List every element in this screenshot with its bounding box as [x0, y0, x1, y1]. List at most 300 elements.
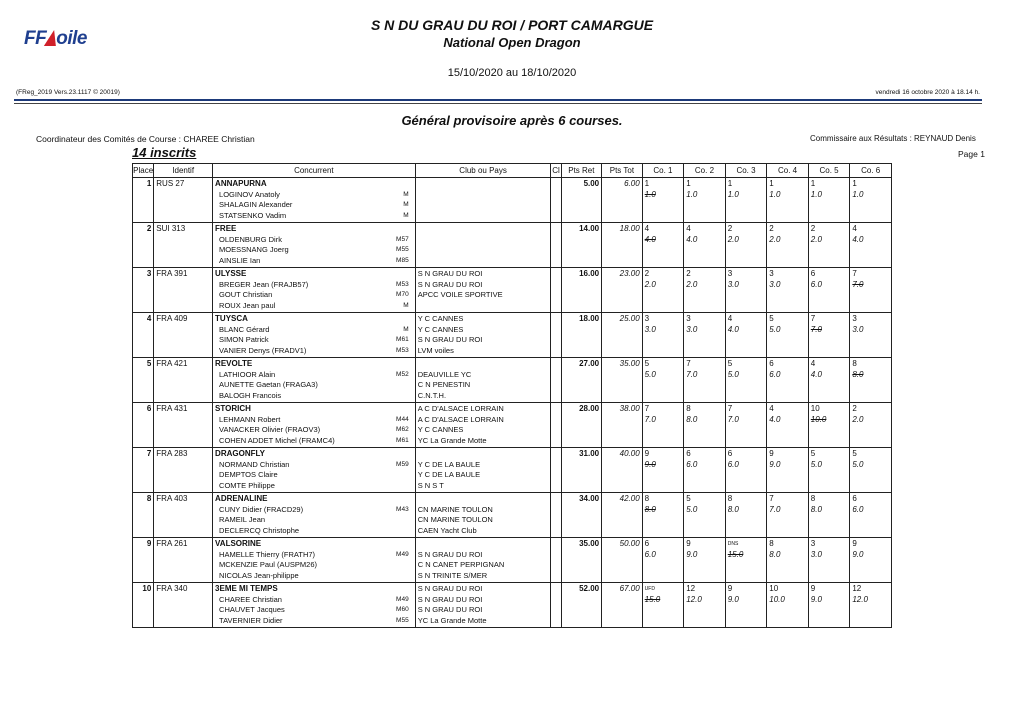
crew-name: DECLERCQ Christophe	[219, 525, 300, 535]
crew-name: NORMAND Christian	[219, 459, 290, 469]
club-name	[418, 494, 549, 505]
class-cell	[551, 178, 561, 223]
place-cell: 7	[133, 448, 154, 493]
sail-number: FRA 403	[154, 493, 213, 538]
race-cell	[642, 268, 684, 313]
race-rank: 6	[727, 449, 733, 458]
crew-name: SHALAGIN Alexander	[219, 200, 293, 209]
crew-member	[215, 190, 413, 201]
event-dates: 15/10/2020 au 18/10/2020	[447, 67, 577, 79]
column-header: Co. 4	[767, 164, 809, 178]
race-rank: 4	[644, 224, 650, 233]
place-cell: 8	[133, 493, 154, 538]
race-rank: 12	[852, 584, 862, 593]
race-rank: 1	[644, 179, 650, 188]
points-net: 27.00	[561, 358, 602, 403]
race-cell	[642, 538, 684, 583]
points-net: 35.00	[561, 538, 602, 583]
points-total: 23.00	[602, 268, 643, 313]
class-cell	[551, 538, 561, 583]
race-rank: 2	[852, 404, 857, 413]
crew-category: M62	[396, 426, 409, 433]
points-net: 16.00	[561, 268, 602, 313]
race-score: 3.0	[727, 279, 739, 289]
commissioner: Commissaire aux Résultats : REYNAUD Denis	[810, 134, 976, 143]
class-cell	[551, 448, 561, 493]
crew-category: M43	[396, 505, 409, 513]
sail-number: FRA 421	[154, 358, 213, 403]
race-score: 7.0	[644, 414, 656, 424]
race-rank: 10	[810, 404, 820, 413]
race-score: 2.0	[769, 234, 781, 244]
race-score: 12.0	[852, 594, 868, 604]
race-rank: 7	[686, 359, 691, 368]
crew-name: VANACKER Olivier (FRAOV3)	[219, 425, 321, 434]
club-name: Y C DE LA BAULE	[417, 459, 481, 469]
club-name: YC La Grande Motte	[417, 615, 487, 625]
points-net: 5.00	[561, 178, 602, 223]
race-rank: 9	[686, 539, 691, 548]
race-cell	[642, 358, 684, 403]
sail-number: SUI 313	[154, 223, 213, 268]
crew-category: M52	[396, 370, 409, 378]
table-row	[133, 178, 892, 223]
race-rank: 4	[769, 404, 774, 413]
club-cell	[415, 178, 551, 223]
crew-category: M55	[396, 616, 409, 624]
club-cell	[415, 358, 551, 403]
points-total: 35.00	[602, 358, 643, 403]
race-score: 4.0	[769, 414, 781, 424]
boat-name: TUYSCA	[215, 314, 248, 323]
race-rank: 4	[686, 224, 691, 233]
discarded-score: 7.0	[810, 324, 822, 334]
table-row	[133, 538, 892, 583]
race-cell	[808, 178, 850, 223]
race-cell	[808, 223, 850, 268]
race-score: 1.0	[686, 189, 698, 199]
crew-member	[215, 571, 413, 582]
class-cell	[551, 358, 561, 403]
race-score: 8.0	[727, 504, 739, 514]
race-cell	[684, 313, 726, 358]
race-rank: 6	[644, 539, 650, 548]
race-rank: 5	[852, 449, 857, 458]
race-score: 4.0	[852, 234, 864, 244]
points-total: 38.00	[602, 403, 643, 448]
race-rank: 8	[686, 404, 691, 413]
race-rank: 7	[810, 314, 816, 323]
race-rank: 1	[686, 179, 691, 188]
race-score: 3.0	[852, 324, 864, 334]
crew-category: M85	[396, 256, 409, 264]
crew-name: ROUX Jean paul	[219, 300, 276, 310]
points-net: 52.00	[561, 583, 602, 628]
crew-category: M49	[396, 550, 409, 558]
club-name: S N GRAU DU ROI	[417, 335, 483, 344]
club-name: Y C CANNES	[417, 425, 464, 434]
points-net: 31.00	[561, 448, 602, 493]
competitor-cell	[213, 538, 416, 583]
place-cell: 4	[133, 313, 154, 358]
crew-name: CHAREE Christian	[219, 594, 282, 604]
race-cell	[767, 223, 809, 268]
crew-member	[215, 380, 413, 391]
race-score: 2.0	[727, 234, 739, 244]
race-cell	[808, 268, 850, 313]
crew-member	[215, 595, 413, 606]
race-cell	[850, 268, 892, 313]
race-rank: 8	[727, 494, 733, 503]
table-row	[133, 448, 892, 493]
boat-name: VALSORINE	[215, 539, 262, 548]
crew-member	[215, 470, 413, 481]
club-cell	[415, 493, 551, 538]
race-cell	[808, 403, 850, 448]
club-name: S N S T	[417, 480, 444, 490]
club-name: Y C CANNES	[417, 314, 464, 323]
race-rank: 7	[727, 404, 733, 413]
crew-member	[215, 526, 413, 537]
club-name: S N GRAU DU ROI	[417, 584, 483, 593]
club-cell	[415, 223, 551, 268]
club-name: LVM voiles	[417, 345, 454, 355]
column-header: Club ou Pays	[415, 164, 551, 178]
club-name	[418, 190, 549, 201]
race-cell	[767, 403, 809, 448]
discarded-score: 8.0	[644, 504, 656, 514]
race-rank: 3	[727, 269, 733, 278]
points-total: 50.00	[602, 538, 643, 583]
race-cell	[767, 538, 809, 583]
race-rank: 7	[852, 269, 857, 278]
race-rank: 2	[769, 224, 774, 233]
column-header: Co. 1	[642, 164, 684, 178]
race-score: 7.0	[727, 414, 739, 424]
discarded-score: 1.0	[644, 189, 656, 199]
crew-member	[215, 325, 413, 336]
crew-name: HAMELLE Thierry (FRATH7)	[219, 549, 316, 559]
race-cell	[684, 493, 726, 538]
race-rank: 9	[644, 449, 650, 458]
place-cell: 5	[133, 358, 154, 403]
crew-name: AINSLIE Ian	[219, 255, 261, 265]
race-rank: 8	[810, 494, 816, 503]
boat-name: 3EME MI TEMPS	[215, 584, 278, 593]
table-row	[133, 358, 892, 403]
discarded-score: 8.0	[852, 369, 864, 379]
race-cell	[767, 448, 809, 493]
crew-name: CUNY Didier (FRACD29)	[219, 504, 304, 514]
race-rank: 10	[769, 584, 779, 593]
points-net: 28.00	[561, 403, 602, 448]
race-score: 3.0	[810, 549, 822, 559]
club-name: S N GRAU DU ROI	[417, 549, 483, 559]
club-cell	[415, 268, 551, 313]
sail-number: RUS 27	[154, 178, 213, 223]
race-score: 4.0	[727, 324, 739, 334]
header-rule-thin	[14, 103, 982, 104]
race-cell	[767, 268, 809, 313]
race-rank: 3	[852, 314, 857, 323]
crew-category: M53	[396, 280, 409, 288]
crew-member	[215, 346, 413, 357]
crew-name: SIMON Patrick	[219, 335, 269, 344]
class-cell	[551, 493, 561, 538]
sail-number: FRA 261	[154, 538, 213, 583]
race-cell	[642, 403, 684, 448]
crew-member	[215, 256, 413, 267]
race-cell	[642, 313, 684, 358]
race-cell	[767, 178, 809, 223]
logo-ff: FF	[24, 28, 47, 49]
competitor-cell	[213, 358, 416, 403]
discarded-score: 4.0	[644, 234, 656, 244]
crew-member	[215, 460, 413, 471]
crew-category: M59	[396, 460, 409, 468]
table-header	[133, 164, 892, 178]
race-cell	[850, 178, 892, 223]
race-score: 3.0	[769, 279, 781, 289]
race-rank: 5	[686, 494, 691, 503]
race-cell	[725, 493, 767, 538]
race-score: 9.0	[727, 594, 739, 604]
boat-name: REVOLTE	[215, 359, 253, 368]
race-score: 2.0	[644, 279, 656, 289]
crew-category: M	[403, 325, 409, 333]
crew-name: RAMEIL Jean	[219, 515, 266, 524]
race-rank: 3	[686, 314, 691, 323]
points-total: 42.00	[602, 493, 643, 538]
race-cell	[684, 268, 726, 313]
race-cell	[725, 268, 767, 313]
race-cell	[850, 583, 892, 628]
place-cell: 9	[133, 538, 154, 583]
coordinator: Coordinateur des Comités de Course : CHAREE Christian	[36, 134, 255, 144]
column-header: Pts Tot	[602, 164, 643, 178]
crew-category: M61	[396, 436, 409, 444]
club-name: A C D'ALSACE LORRAIN	[417, 404, 504, 413]
race-cell	[725, 403, 767, 448]
race-rank: 7	[644, 404, 650, 413]
race-rank: 3	[769, 269, 774, 278]
race-rank: DNS	[727, 541, 739, 547]
crew-name: AUNETTE Gaetan (FRAGA3)	[219, 380, 318, 389]
crew-member	[215, 515, 413, 526]
crew-category: M53	[396, 346, 409, 354]
race-cell	[725, 223, 767, 268]
table-row	[133, 313, 892, 358]
discarded-score: 15.0	[727, 549, 744, 559]
table-row	[133, 403, 892, 448]
points-total: 67.00	[602, 583, 643, 628]
page-number: Page 1	[958, 149, 985, 159]
race-rank: 4	[727, 314, 733, 323]
crew-name: GOUT Christian	[219, 290, 273, 299]
club-name: Y C DE LA BAULE	[417, 470, 481, 479]
club-cell	[415, 403, 551, 448]
crew-category: M55	[396, 246, 409, 253]
race-score: 1.0	[810, 189, 822, 199]
boat-name: DRAGONFLY	[215, 449, 265, 458]
race-cell	[808, 538, 850, 583]
crew-name: COMTE Philippe	[219, 480, 275, 490]
race-cell	[684, 358, 726, 403]
race-rank: 6	[810, 269, 816, 278]
race-score: 10.0	[769, 594, 785, 604]
club-name	[418, 256, 549, 267]
race-rank: 8	[644, 494, 650, 503]
crew-member	[215, 245, 413, 256]
discarded-score: 10.0	[810, 414, 827, 424]
table-body	[133, 178, 892, 628]
club-name	[418, 200, 549, 211]
club-name: C.N.T.H.	[417, 390, 447, 400]
column-header: Co. 5	[808, 164, 850, 178]
competitor-cell	[213, 403, 416, 448]
points-total: 6.00	[602, 178, 643, 223]
crew-name: BLANC Gérard	[219, 324, 270, 334]
race-rank: 1	[769, 179, 774, 188]
competitor-cell	[213, 448, 416, 493]
race-cell	[725, 358, 767, 403]
boat-name: FREE	[215, 224, 237, 233]
discarded-score: 7.0	[852, 279, 864, 289]
race-rank: 3	[644, 314, 650, 323]
club-name	[418, 539, 549, 550]
crew-category: M70	[396, 291, 409, 298]
crew-member	[215, 280, 413, 291]
club-name	[418, 449, 549, 460]
crew-member	[215, 211, 413, 222]
crew-member	[215, 391, 413, 402]
club-name	[418, 235, 549, 246]
race-score: 2.0	[852, 414, 864, 424]
race-cell	[850, 313, 892, 358]
race-rank: 6	[852, 494, 857, 503]
race-cell	[642, 223, 684, 268]
race-cell	[684, 223, 726, 268]
race-rank: 2	[686, 269, 691, 278]
race-cell	[850, 223, 892, 268]
race-rank: 6	[686, 449, 691, 458]
report-title: Général provisoire après 6 courses.	[401, 113, 623, 128]
crew-member	[215, 200, 413, 211]
race-rank: 2	[810, 224, 816, 233]
crew-name: VANIER Denys (FRADV1)	[219, 345, 307, 355]
place-cell: 2	[133, 223, 154, 268]
club-name: CN MARINE TOULON	[417, 504, 493, 514]
race-cell	[725, 448, 767, 493]
race-cell	[850, 538, 892, 583]
column-header: Cl	[551, 164, 561, 178]
sail-number: FRA 431	[154, 403, 213, 448]
competitor-cell	[213, 223, 416, 268]
boat-name: ULYSSE	[215, 269, 247, 278]
race-score: 7.0	[686, 369, 698, 379]
crew-member	[215, 550, 413, 561]
place-cell: 1	[133, 178, 154, 223]
race-score: 1.0	[852, 189, 864, 199]
race-score: 8.0	[686, 414, 698, 424]
column-header: Identif	[154, 164, 213, 178]
race-rank: 6	[769, 359, 774, 368]
race-score: 8.0	[769, 549, 781, 559]
software-version: (FReg_2019 Vers.23.1117 © 20019)	[16, 89, 120, 96]
place-cell: 3	[133, 268, 154, 313]
race-score: 1.0	[727, 189, 739, 199]
club-name: C N PENESTIN	[417, 380, 471, 389]
club-name: A C D'ALSACE LORRAIN	[417, 414, 504, 424]
crew-category: M	[403, 211, 409, 219]
competitor-cell	[213, 493, 416, 538]
points-total: 40.00	[602, 448, 643, 493]
race-rank: 9	[810, 584, 816, 593]
crew-name: NICOLAS Jean-philippe	[219, 570, 299, 580]
entry-count: 14 inscrits	[132, 145, 197, 160]
race-cell	[684, 448, 726, 493]
discarded-score: 9.0	[644, 459, 656, 469]
race-score: 7.0	[769, 504, 781, 514]
race-rank: 4	[852, 224, 857, 233]
crew-member	[215, 481, 413, 492]
class-cell	[551, 313, 561, 358]
club-name: S N GRAU DU ROI	[417, 594, 483, 604]
crew-category: M60	[396, 606, 409, 613]
crew-name: STATSENKO Vadim	[219, 210, 287, 220]
place-cell: 6	[133, 403, 154, 448]
race-cell	[850, 358, 892, 403]
race-rank: 2	[727, 224, 733, 233]
race-rank: 8	[852, 359, 857, 368]
club-name: C N CANET PERPIGNAN	[417, 560, 505, 569]
crew-category: M	[403, 301, 409, 309]
crew-member	[215, 370, 413, 381]
race-rank: 7	[769, 494, 774, 503]
crew-name: LEHMANN Robert	[219, 414, 281, 424]
club-name: S N TRINITE S/MER	[417, 570, 488, 580]
club-name: APCC VOILE SPORTIVE	[417, 290, 503, 299]
race-score: 6.0	[686, 459, 698, 469]
column-header: Co. 6	[850, 164, 892, 178]
race-cell	[684, 538, 726, 583]
crew-name: DEMPTOS Claire	[219, 470, 278, 479]
race-rank: 1	[852, 179, 857, 188]
race-score: 9.0	[686, 549, 698, 559]
crew-member	[215, 425, 413, 436]
crew-name: MOESSNANG Joerg	[219, 245, 289, 254]
race-rank: 5	[810, 449, 816, 458]
race-cell	[725, 313, 767, 358]
crew-member	[215, 235, 413, 246]
crew-name: BALOGH Francois	[219, 390, 282, 400]
race-score: 1.0	[769, 189, 781, 199]
race-cell	[767, 583, 809, 628]
crew-member	[215, 301, 413, 312]
club-cell	[415, 538, 551, 583]
crew-name: LOGINOV Anatoly	[219, 189, 280, 199]
race-score: 9.0	[852, 549, 864, 559]
race-rank: 2	[644, 269, 650, 278]
club-name: S N GRAU DU ROI	[417, 279, 483, 289]
club-name	[418, 301, 549, 312]
race-cell	[684, 178, 726, 223]
crew-name: CHAUVET Jacques	[219, 605, 285, 614]
crew-member	[215, 605, 413, 616]
crew-name: LATHIOOR Alain	[219, 369, 276, 379]
race-cell	[808, 583, 850, 628]
race-cell	[850, 493, 892, 538]
